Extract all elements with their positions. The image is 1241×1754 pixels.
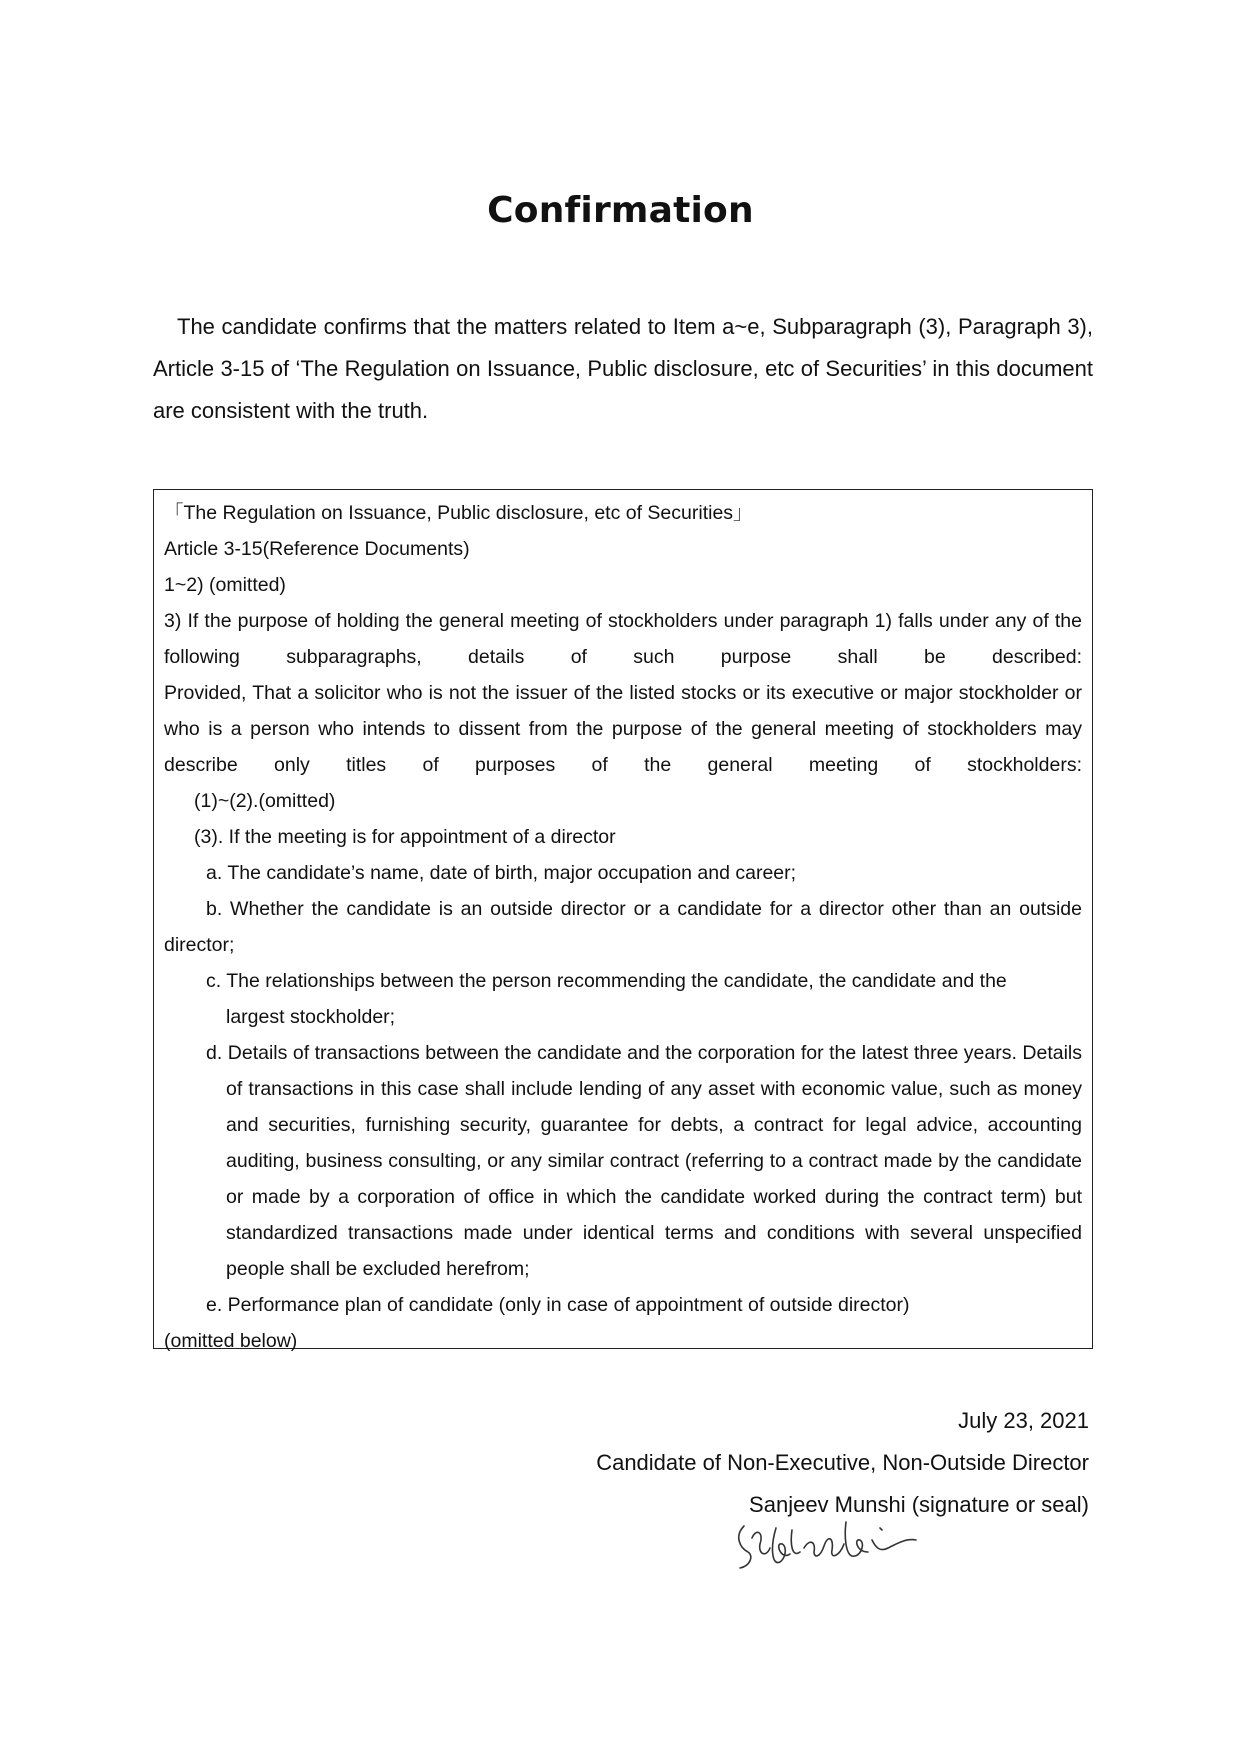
item-c-text: c. The relationships between the person recommending the candidate, the candidate and the largest stockholder;	[206, 970, 1007, 1028]
paragraph-3-text: 3) If the purpose of holding the general meeting of stockholders under paragraph 1) falls under any of the following subparagraphs, details of such purpose shall be described:	[164, 610, 1082, 668]
signature-date: July 23, 2021	[958, 1408, 1089, 1433]
candidate-position: Candidate of Non-Executive, Non-Outside Director	[596, 1450, 1089, 1475]
proviso	[164, 675, 1082, 783]
regulation-name: 「The Regulation on Issuance, Public disclosure, etc of Securities」	[164, 502, 753, 524]
subparagraph-3: (3). If the meeting is for appointment of a director	[194, 826, 616, 848]
handwritten-signature-icon	[730, 1508, 930, 1578]
item-b	[164, 891, 1082, 963]
regulation-excerpt-box	[153, 489, 1093, 1352]
item-e: e. Performance plan of candidate (only in case of appointment of outside director)	[206, 1294, 910, 1316]
proviso-text: Provided, That a solicitor who is not the issuer of the listed stocks or its executive or major stockholder or who is a person who intends to dissent from the purpose of the general meeting of stockholders may describe only titles of purposes of the general meeting of stockholders:	[164, 682, 1082, 776]
item-b-text: b. Whether the candidate is an outside director or a candidate for a director other than an outside director;	[164, 898, 1082, 956]
subparagraph-1-2: (1)~(2).(omitted)	[194, 790, 336, 812]
candidate-name-line: Sanjeev Munshi (signature or seal)	[749, 1492, 1089, 1517]
omitted-paragraphs: 1~2) (omitted)	[164, 574, 286, 596]
confirmation-statement: The candidate confirms that the matters related to Item a~e, Subparagraph (3), Paragraph 3), Article 3-15 of ‘The Regulation on Issuance, Public disclosure, etc of Securities’ in this document are consistent with the truth.	[153, 314, 1093, 423]
omitted-below: (omitted below)	[164, 1330, 298, 1352]
item-d-text: d. Details of transactions between the candidate and the corporation for the latest three years. Details of transactions in this case shall include lending of any asset with economic value, such as money and securities, furnishing security, guarantee for debts, a contract for legal advice, accounting auditing, business consulting, or any similar contract (referring to a contract made by the candidate or made by a corporation of office in which the candidate worked during the contract term) but standardized transactions made under identical terms and conditions with several unspecified people shall be excluded herefrom;	[206, 1042, 1082, 1280]
item-a: a. The candidate’s name, date of birth, major occupation and career;	[206, 862, 797, 884]
item-c	[164, 963, 1082, 1035]
item-d	[164, 1035, 1082, 1287]
page-title: Confirmation	[487, 190, 754, 231]
article-heading: Article 3-15(Reference Documents)	[164, 538, 470, 560]
paragraph-3	[164, 603, 1082, 675]
